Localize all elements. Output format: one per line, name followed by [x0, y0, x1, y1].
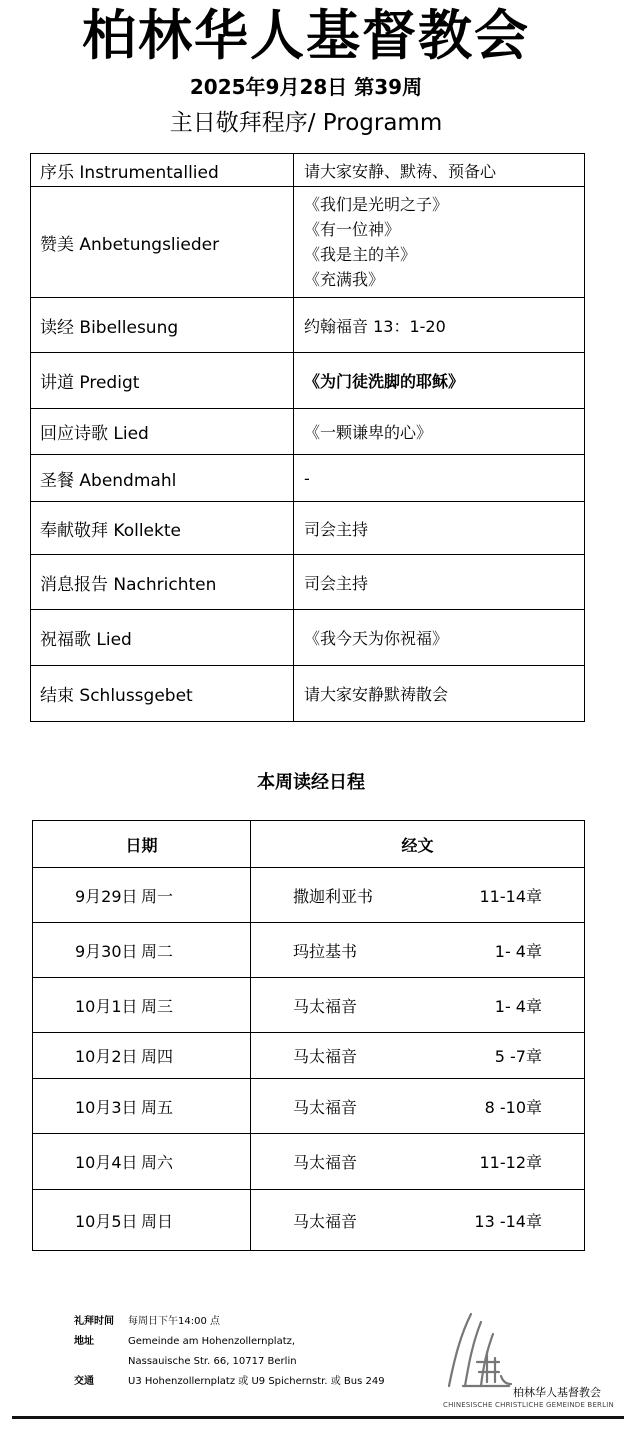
program-item-value: -	[294, 455, 585, 502]
reading-weekday: 周一	[141, 886, 174, 906]
program-row	[31, 353, 585, 409]
reading-date: 10月4日	[75, 1153, 138, 1172]
reading-book: 马太福音	[293, 996, 358, 1016]
reading-weekday: 周日	[141, 1211, 174, 1231]
church-logo	[443, 1312, 615, 1412]
reading-chapters: 8 -10章	[484, 1097, 542, 1117]
address-line-2: Nassauische Str. 66, 10717 Berlin	[128, 1356, 297, 1367]
reading-chapters: 1- 4章	[494, 941, 542, 961]
program-row	[31, 610, 585, 666]
program-item-value: 请大家安静、默祷、预备心	[294, 154, 585, 187]
reading-chapters: 11-14章	[479, 886, 542, 906]
praise-songs-cell	[294, 187, 585, 298]
program-row	[31, 502, 585, 555]
program-item-label: 祝福歌 Lied	[31, 610, 294, 666]
sermon-title: 《为门徒洗脚的耶稣》	[294, 353, 585, 409]
reading-chapters: 1- 4章	[494, 996, 542, 1016]
reading-date: 10月5日	[75, 1211, 138, 1231]
service-time-label: 礼拜时间	[74, 1316, 114, 1327]
program-item-label: 回应诗歌 Lied	[31, 409, 294, 455]
program-item-label: 序乐 Instrumentallied	[31, 154, 294, 187]
reading-plan-title: 本周读经日程	[257, 772, 365, 793]
song-title: 《充满我》	[304, 270, 385, 289]
program-item-label: 读经 Bibellesung	[31, 298, 294, 353]
reading-row	[33, 1079, 585, 1134]
program-item-value: 约翰福音 13：1-20	[294, 298, 585, 353]
reading-chapters: 13 -14章	[474, 1211, 542, 1231]
program-row	[31, 298, 585, 353]
reading-chapters: 5 -7章	[494, 1047, 542, 1066]
program-item-value: 《我今天为你祝福》	[294, 610, 585, 666]
program-row	[31, 555, 585, 610]
reading-row	[33, 1134, 585, 1190]
song-title: 《有一位神》	[304, 220, 401, 239]
address-row	[74, 1332, 385, 1352]
address-row-2	[74, 1352, 385, 1372]
worship-program-table	[30, 153, 585, 722]
reading-book: 马太福音	[293, 1211, 358, 1231]
program-heading: 主日敬拜程序/ Programm	[169, 110, 443, 136]
program-row	[31, 455, 585, 502]
transport-value: U3 Hohenzollernplatz 或 U9 Spichernstr. 或 Bus 249	[128, 1376, 385, 1387]
reading-weekday: 周二	[141, 941, 174, 961]
program-row	[31, 409, 585, 455]
reading-date: 9月30日	[75, 941, 138, 961]
logo-german-name: CHINESISCHE CHRISTLICHE GEMEINDE BERLIN	[443, 1401, 614, 1409]
date-week-line: 2025年9月28日 第39周	[189, 75, 423, 99]
reading-date: 10月3日	[75, 1097, 138, 1117]
reading-date: 10月2日	[75, 1047, 138, 1066]
service-time-value: 每周日下午14:00 点	[128, 1316, 220, 1327]
reading-row	[33, 868, 585, 923]
program-item-label: 赞美 Anbetungslieder	[31, 187, 294, 298]
reading-date: 10月1日	[75, 996, 138, 1016]
date-column-header: 日期	[33, 821, 251, 868]
program-item-label: 奉献敬拜 Kollekte	[31, 502, 294, 555]
reading-book: 马太福音	[293, 1097, 358, 1117]
reading-weekday: 周五	[141, 1097, 174, 1117]
church-title: 柏林华人基督教会	[82, 4, 530, 67]
transport-row	[74, 1372, 385, 1392]
reading-row	[33, 1190, 585, 1251]
church-logo-mark-icon	[443, 1312, 513, 1400]
program-item-value: 请大家安静默祷散会	[294, 666, 585, 722]
logo-church-name: 柏林华人基督教会	[513, 1386, 601, 1399]
reading-row	[33, 923, 585, 978]
reading-chapters: 11-12章	[479, 1153, 542, 1172]
program-item-label: 讲道 Predigt	[31, 353, 294, 409]
service-info	[74, 1312, 385, 1392]
reading-book: 马太福音	[293, 1047, 358, 1066]
program-item-label: 结束 Schlussgebet	[31, 666, 294, 722]
program-row	[31, 154, 585, 187]
program-row	[31, 187, 585, 298]
service-time-row	[74, 1312, 385, 1332]
program-item-label: 圣餐 Abendmahl	[31, 455, 294, 502]
program-item-value: 《一颗谦卑的心》	[294, 409, 585, 455]
song-title: 《我是主的羊》	[304, 245, 417, 264]
reading-book: 马太福音	[293, 1153, 358, 1172]
address-label: 地址	[74, 1336, 94, 1347]
bottom-divider	[12, 1416, 624, 1419]
reading-weekday: 周六	[141, 1153, 174, 1172]
reading-weekday: 周四	[141, 1047, 174, 1066]
reading-date: 9月29日	[75, 886, 138, 906]
reading-row	[33, 978, 585, 1033]
program-item-value: 司会主持	[294, 555, 585, 610]
reading-header-row	[33, 821, 585, 868]
program-item-value: 司会主持	[294, 502, 585, 555]
scripture-column-header: 经文	[251, 821, 585, 868]
reading-book: 撒迦利亚书	[293, 886, 374, 906]
song-title: 《我们是光明之子》	[304, 195, 449, 214]
reading-book: 玛拉基书	[293, 941, 358, 961]
reading-plan-table	[32, 820, 585, 1251]
address-line-1: Gemeinde am Hohenzollernplatz,	[128, 1336, 296, 1347]
transport-label: 交通	[74, 1376, 94, 1387]
reading-row	[33, 1033, 585, 1079]
program-row	[31, 666, 585, 722]
program-item-label: 消息报告 Nachrichten	[31, 555, 294, 610]
reading-weekday: 周三	[141, 996, 174, 1016]
